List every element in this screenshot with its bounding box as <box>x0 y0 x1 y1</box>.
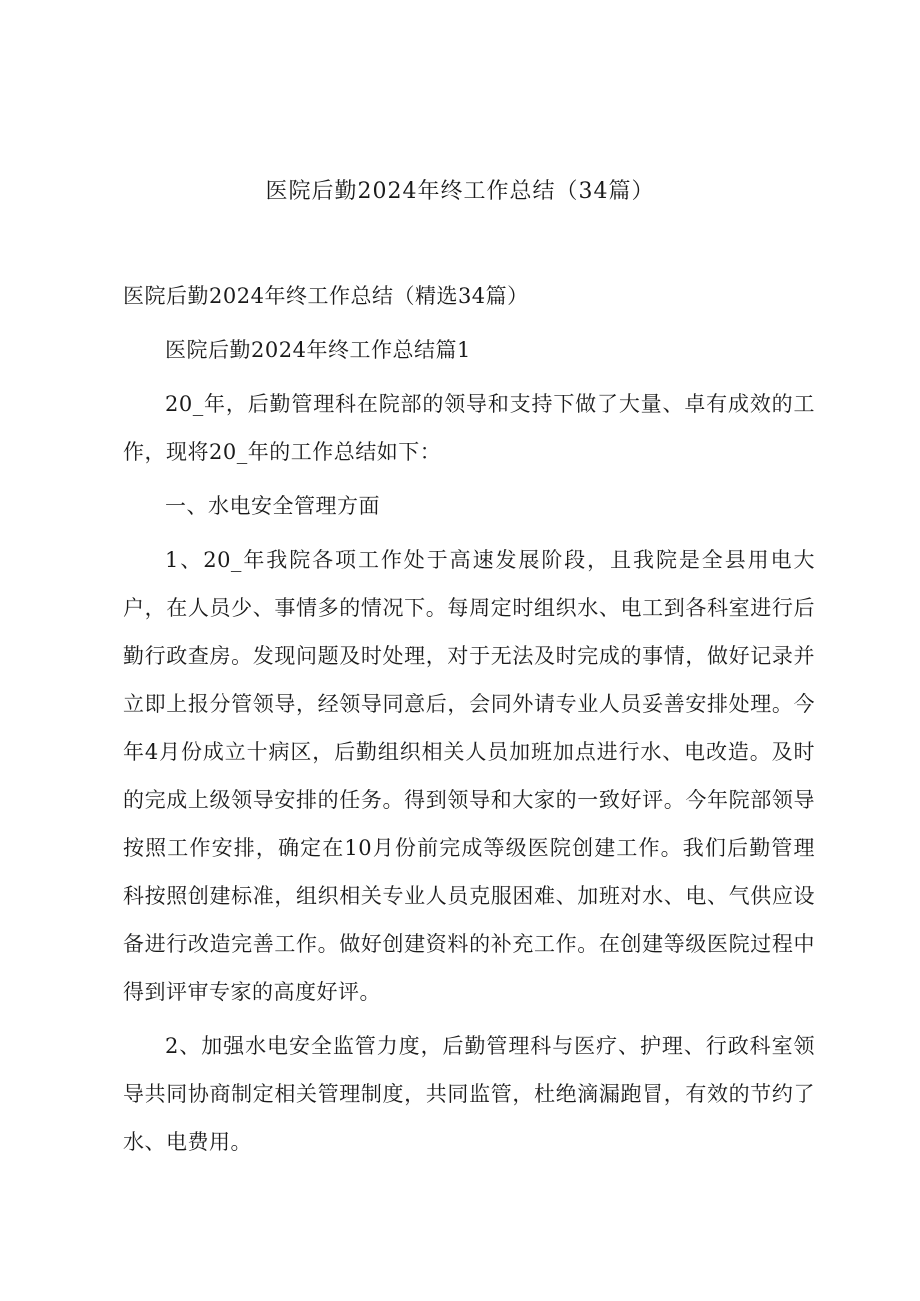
paragraph-item-2: 2、加强水电安全监管力度，后勤管理科与医疗、护理、行政科室领导共同协商制定相关管理制度，共同监管，杜绝滴漏跑冒，有效的节约了水、电费用。 <box>123 1034 815 1154</box>
section-heading-water-electric: 一、水电安全管理方面 <box>165 494 380 518</box>
document-title: 医院后勤2024年终工作总结（34篇） <box>265 179 655 204</box>
document-body <box>123 272 815 1172</box>
paragraph-item-1: 1、20_年我院各项工作处于高速发展阶段，且我院是全县用电大户，在人员少、事情多的情况下。每周定时组织水、电工到各科室进行后勤行政查房。发现问题及时处理，对于无法及时完成的事情，做好记录并立即上报分管领导，经领导同意后，会同外请专业人员妥善安排处理。今年4月份成立十病区，后勤组织相关人员加班加点进行水、电改造。及时的完成上级领导安排的任务。得到领导和大家的一致好评。今年院部领导按照工作安排，确定在10月份前完成等级医院创建工作。我们后勤管理科按照创建标准，组织相关专业人员克服困难、加班对水、电、气供应设备进行改造完善工作。做好创建资料的补充工作。在创建等级医院过程中得到评审专家的高度好评。 <box>123 548 815 1004</box>
paragraph-intro: 20_年，后勤管理科在院部的领导和支持下做了大量、卓有成效的工作，现将20_年的工作总结如下： <box>123 392 815 464</box>
document-subtitle: 医院后勤2024年终工作总结（精选34篇） <box>123 284 529 308</box>
chapter-heading: 医院后勤2024年终工作总结篇1 <box>165 338 471 362</box>
